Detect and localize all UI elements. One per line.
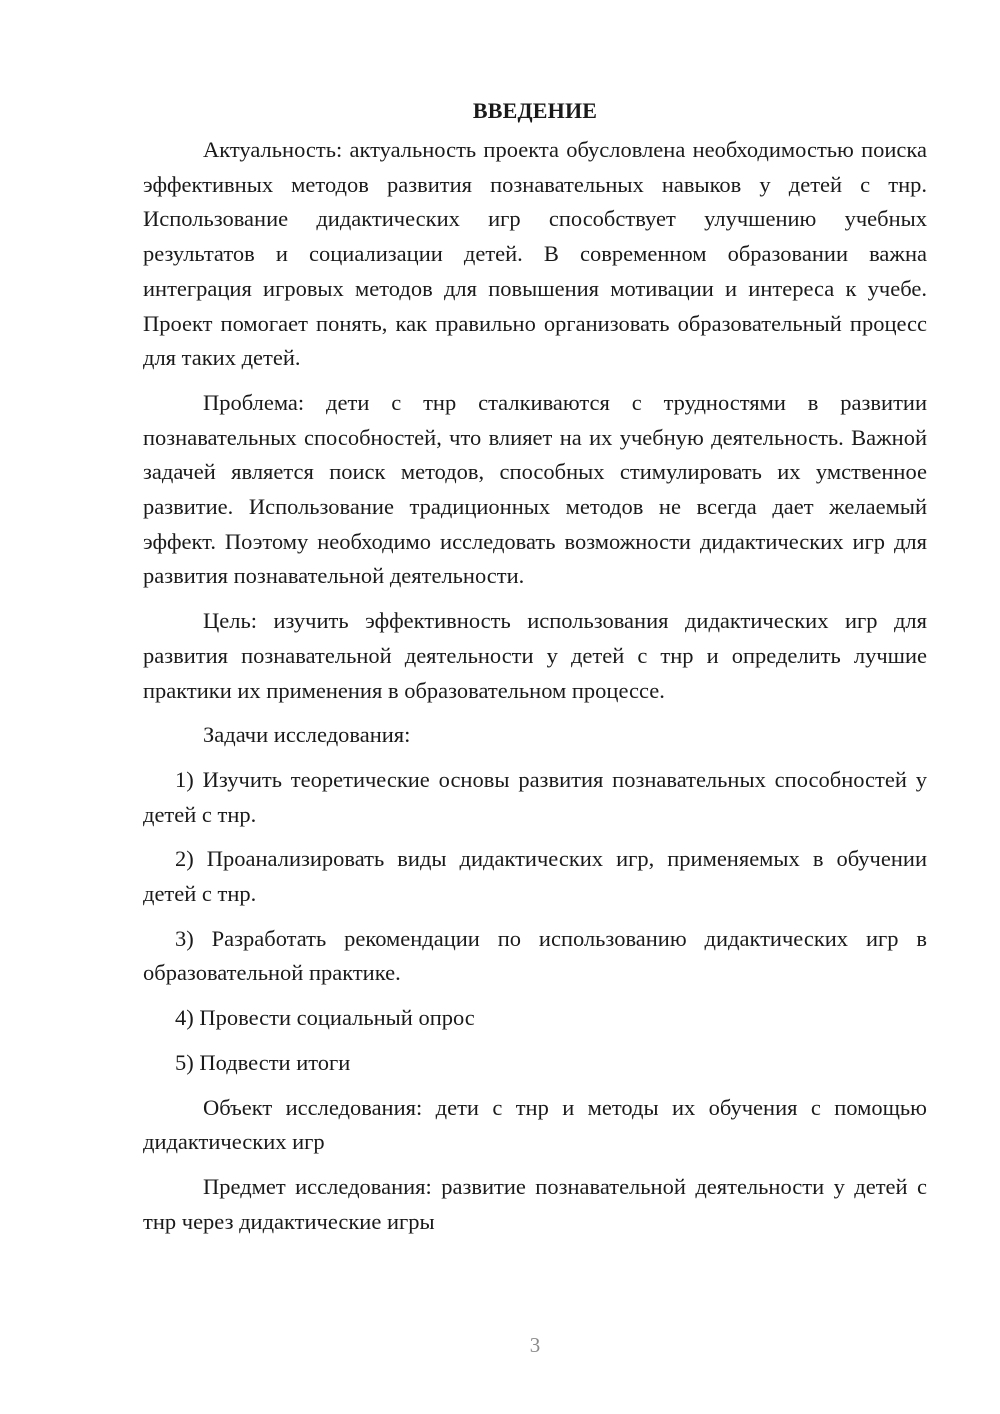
task-item-3: 3) Разработать рекомендации по использованию дидактических игр в образовательной практике. xyxy=(143,925,927,986)
task-item-1: 1) Изучить теоретические основы развития познавательных способностей у детей с тнр. xyxy=(143,766,927,827)
tasks-heading: Задачи исследования: xyxy=(203,722,411,748)
paragraph-object: Объект исследования: дети с тнр и методы их обучения с помощью дидактических игр xyxy=(143,1094,927,1155)
page-content xyxy=(143,94,927,1249)
paragraph-subject: Предмет исследования: развитие познавательной деятельности у детей с тнр через дидактические игры xyxy=(143,1173,927,1234)
page-number: 3 xyxy=(529,1333,541,1357)
paragraph-problem: Проблема: дети с тнр сталкиваются с трудностями в развитии познавательных способностей, что влияет на их учебную деятельность. Важной задачей является поиск методов, способных стимулировать их умственное развитие. Использование традиционных методов не всегда дает желаемый эффект. Поэтому необходимо исследовать возможности дидактических игр для развития познавательной деятельности. xyxy=(143,389,927,589)
task-item-4: 4) Провести социальный опрос xyxy=(175,1005,475,1031)
paragraph-goal: Цель: изучить эффективность использования дидактических игр для развития познавательной деятельности у детей с тнр и определить лучшие практики их применения в образовательном процессе. xyxy=(143,608,927,703)
paragraph-relevance: Актуальность: актуальность проекта обусловлена необходимостью поиска эффективных методов развития познавательных навыков у детей с тнр. Использование дидактических игр способствует улучшению учебных результатов и социализации детей. В современном образовании важна интеграция игровых методов для повышения мотивации и интереса к учебе. Проект помогает понять, как правильно организовать образовательный процесс для таких детей. xyxy=(143,137,927,371)
section-title: ВВЕДЕНИЕ xyxy=(472,98,598,123)
task-item-2: 2) Проанализировать виды дидактических игр, применяемых в обучении детей с тнр. xyxy=(143,846,927,907)
task-item-5: 5) Подвести итоги xyxy=(175,1049,351,1075)
